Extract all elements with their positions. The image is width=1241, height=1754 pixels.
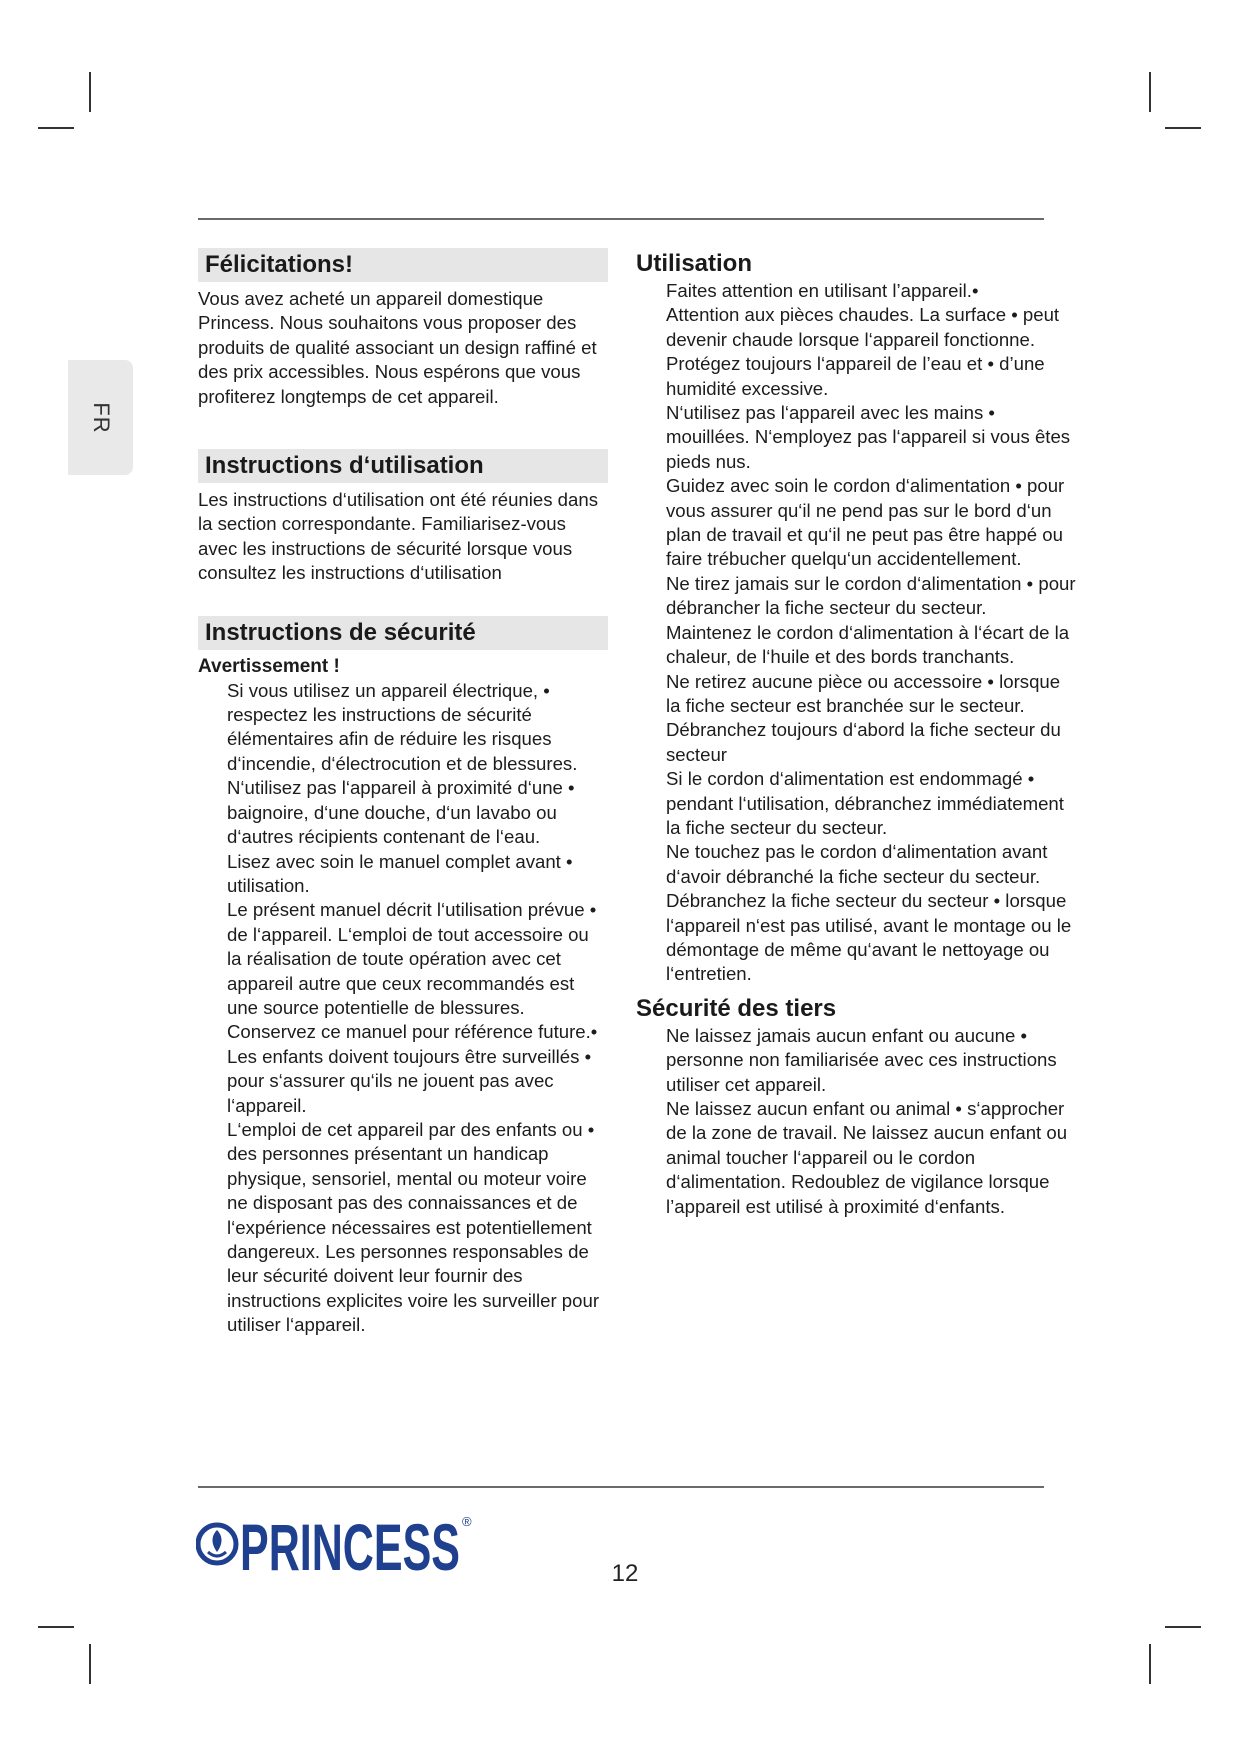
list-item: N‘utilisez pas l‘appareil à proximité d‘une • baignoire, d‘une douche, d‘un lavabo ou d‘autres récipients contenant de l‘eau. bbox=[227, 777, 575, 848]
list-item: Ne touchez pas le cordon d‘alimentation avant d‘avoir débranché la fiche secteur du secteur. bbox=[666, 841, 1048, 887]
top-rule bbox=[198, 218, 1044, 220]
list-item: Si vous utilisez un appareil électrique, • respectez les instructions de sécurité élémentaires afin de réduire les risques d‘incendie, d‘électrocution et de blessures. bbox=[227, 679, 578, 774]
bottom-rule bbox=[198, 1486, 1044, 1488]
list-item: Ne tirez jamais sur le cordon d‘alimentation • pour débrancher la fiche secteur du secteur. bbox=[666, 572, 1076, 619]
registered-mark: ® bbox=[462, 1514, 472, 1529]
usage-instructions-heading: Instructions d‘utilisation bbox=[198, 449, 608, 483]
crop-mark bbox=[38, 127, 74, 129]
list-item: Protégez toujours l‘appareil de l’eau et • d’une humidité excessive. bbox=[666, 353, 1045, 399]
list-item: Le présent manuel décrit l‘utilisation prévue • de l‘appareil. L‘emploi de tout accessoire ou la réalisation de toute opération avec cet appareil autre que ceux recommandés est une source potentielle de blessures. bbox=[227, 899, 597, 1018]
utilisation-heading: Utilisation bbox=[636, 250, 753, 277]
congratulations-section bbox=[198, 248, 608, 409]
warning-label: Avertissement ! bbox=[198, 655, 340, 677]
crop-mark bbox=[89, 1644, 91, 1684]
left-column bbox=[198, 248, 608, 1338]
crop-mark bbox=[1149, 72, 1151, 112]
list-item: Les enfants doivent toujours être surveillés • pour s‘assurer qu‘ils ne jouent pas avec l‘appareil. bbox=[227, 1045, 592, 1116]
congratulations-text: Vous avez acheté un appareil domestique Princess. Nous souhaitons vous proposer des produits de qualité associant un design raffiné et des prix accessibles. Nous espérons que vous profiterez longtemps de cet appareil. bbox=[198, 288, 597, 407]
list-item: L‘emploi de cet appareil par des enfants ou • des personnes présentant un handicap physique, sensoriel, mental ou moteur voire ne disposant pas des connaissances et de l‘expérience nécessaires est potentiellement dangereux. Les personnes responsables de leur sécurité doivent leur fournir des instructions explicites voire les surveiller pour utiliser l‘appareil. bbox=[227, 1118, 600, 1336]
crop-mark bbox=[1149, 1644, 1151, 1684]
third-party-safety-section bbox=[636, 993, 1076, 1219]
list-item: Si le cordon d‘alimentation est endommagé • pendant l‘utilisation, débranchez immédiatement la fiche secteur du secteur. bbox=[666, 768, 1064, 838]
list-item: N‘utilisez pas l‘appareil avec les mains • mouillées. N‘employez pas l‘appareil si vous êtes pieds nus. bbox=[666, 402, 1071, 472]
crop-mark bbox=[38, 1626, 74, 1628]
usage-instructions-text: Les instructions d‘utilisation ont été réunies dans la section correspondante. Familiarisez-vous avec les instructions de sécurité lorsque vous consultez les instructions d‘utilisation bbox=[198, 489, 599, 584]
crop-mark bbox=[1165, 127, 1201, 129]
list-item: Guidez avec soin le cordon d‘alimentation • pour vous assurer qu‘il ne pend pas sur le bord d‘un plan de travail et qu‘il ne peut pas être happé ou faire trébucher quelqu‘un accidentellement. bbox=[666, 475, 1065, 570]
congratulations-heading: Félicitations! bbox=[198, 248, 608, 282]
safety-list bbox=[198, 679, 608, 1338]
list-item: Faites attention en utilisant l’appareil.• bbox=[666, 280, 979, 301]
list-item: Débranchez la fiche secteur du secteur • lorsque l‘appareil n‘est pas utilisé, avant le montage ou le démontage de même qu‘avant le nettoyage ou l‘entretien. bbox=[666, 890, 1072, 985]
utilisation-section bbox=[636, 248, 1076, 987]
language-tab bbox=[68, 360, 133, 475]
safety-heading: Instructions de sécurité bbox=[198, 616, 608, 650]
list-item: Conservez ce manuel pour référence future.• bbox=[227, 1021, 598, 1043]
third-party-safety-list bbox=[636, 1024, 1076, 1219]
language-tab-label: FR bbox=[88, 401, 114, 434]
safety-section bbox=[198, 616, 608, 1338]
utilisation-list bbox=[636, 279, 1076, 987]
usage-instructions-section bbox=[198, 449, 608, 586]
list-item: Maintenez le cordon d‘alimentation à l‘écart de la chaleur, de l‘huile et des bords tranchants. bbox=[666, 621, 1070, 668]
princess-emblem-icon bbox=[198, 1525, 236, 1563]
list-item: Ne laissez jamais aucun enfant ou aucune • personne non familiarisée avec ces instructions utiliser cet appareil. bbox=[666, 1024, 1057, 1095]
right-column bbox=[636, 248, 1076, 1219]
list-item: Ne laissez aucun enfant ou animal • s‘approcher de la zone de travail. Ne laissez aucun enfant ou animal toucher l‘appareil ou le cordon d‘alimentation. Redoublez de vigilance lorsque l’appareil est utilisé à proximité d‘enfants. bbox=[666, 1098, 1068, 1217]
list-item: Attention aux pièces chaudes. La surface • peut devenir chaude lorsque l‘appareil fonctionne. bbox=[666, 304, 1060, 350]
crop-mark bbox=[89, 72, 91, 112]
list-item: Ne retirez aucune pièce ou accessoire • lorsque la fiche secteur est branchée sur le secteur. Débranchez toujours d‘abord la fiche secteur du secteur bbox=[666, 670, 1061, 765]
crop-mark bbox=[1165, 1626, 1201, 1628]
princess-logo bbox=[196, 1508, 480, 1580]
page-number: 12 bbox=[611, 1560, 639, 1587]
list-item: Lisez avec soin le manuel complet avant • utilisation. bbox=[227, 850, 573, 896]
third-party-safety-heading: Sécurité des tiers bbox=[636, 994, 837, 1022]
brand-name: PRINCESS bbox=[240, 1510, 460, 1580]
